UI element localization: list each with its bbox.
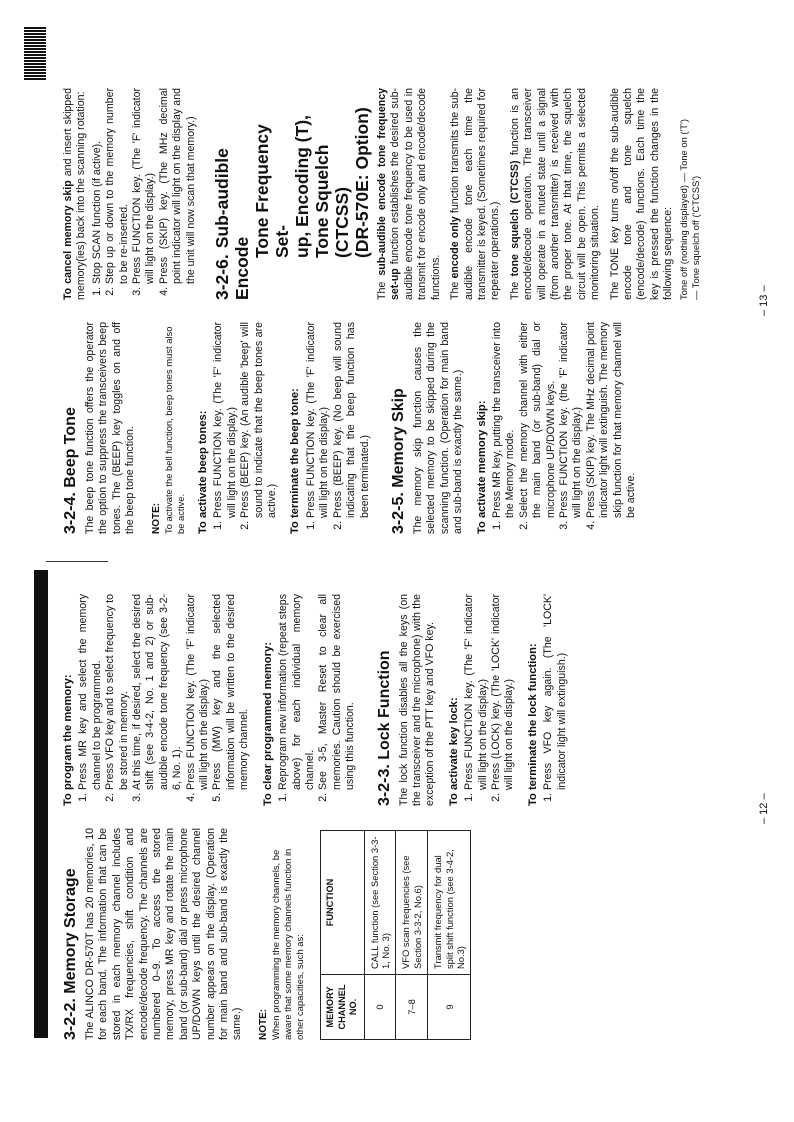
list-item: 2. Press VFO key and to select frequency to be stored in memory. <box>104 594 131 790</box>
table-cell-function: CALL function (see Section 3-3-1, No. 3) <box>364 831 396 975</box>
terminate-lock-title: To terminate the lock function: <box>526 643 539 806</box>
sub-audible-heading-line: Tone Squelch <box>312 144 333 258</box>
list-item: 1. Stop SCAN function (if active). <box>91 88 104 284</box>
list-item: 4. Press (SKIP) key. The MHz decimal point indicator light will extinguish. The memory skip function for that memory channel will be active. <box>585 322 639 518</box>
activate-lock-title: To activate key lock: <box>447 697 460 806</box>
table-cell-channel: 7–8 <box>396 975 428 1040</box>
para-text: The <box>508 281 521 300</box>
list-item: 2. Press (BEEP) key. (No beep will sound indicating that the beep function has been terminated.) <box>332 322 372 518</box>
activate-skip-steps <box>491 322 638 534</box>
clear-memory-steps <box>277 594 357 806</box>
para-bold: tone squelch (CTCSS) <box>508 160 521 277</box>
list-item: 2. See 3-5, Master Reset to clear all memories. Caution should be exercised using this function. <box>317 594 357 790</box>
lock-function-heading: 3-2-3. Lock Function <box>375 650 393 806</box>
tone-sequence-2: — Tone squelch off ('CTCSS') <box>689 175 701 300</box>
table-header-channel: MEMORY CHANNEL NO. <box>321 975 364 1040</box>
memory-skip-intro: The memory skip function causes the selected memory to be skipped during the scanning function. (Operation for main band and sub-band is exactly the same.) <box>411 322 465 534</box>
para-text: The <box>449 281 462 300</box>
lock-function-intro: The lock function disables all the keys (on the transceiver and the microphone) with the exception of the PTT key and VFO key. <box>397 594 437 806</box>
note-text: When programming the memory channels, be aware that some memory channels function in other capacities, such as: <box>270 848 306 1040</box>
sub-audible-heading-line: Tone Frequency Set- <box>252 124 293 258</box>
para-text: function transmits the sub-audible encode tone each time the transmitter is keyed. (Sometimes required for repeater operations.) <box>449 88 502 300</box>
sub-audible-heading <box>212 88 372 300</box>
para-bold: sub-audible encode tone frequency set-up <box>376 87 402 300</box>
para-text: The <box>376 281 389 300</box>
cancel-skip-title-rest: and insert skipped memory(ies) back into the scanning rotation: <box>62 88 88 300</box>
note-title: NOTE: <box>257 1008 269 1040</box>
list-item: 3. Press FUNCTION key. (the 'F' indicator will light on the display.) <box>558 322 585 518</box>
tone-sequence-1: Tone off (nothing displayed) — Tone on ('T') <box>677 119 689 300</box>
beep-tone-intro: The beep tone function offers the operator the option to suppress the transceivers beep tones. The (BEEP) key toggles on and off the beep tone function. <box>84 322 137 534</box>
sub-audible-heading-line: Sub-audible Encode <box>212 148 253 300</box>
program-memory-title: To program the memory: <box>62 674 74 806</box>
sub-audible-heading-line: up, Encoding (T), <box>292 115 313 258</box>
list-item: 1. Press MR key, putting the transceiver into the Memory mode. <box>491 322 518 518</box>
list-item: 5. Press (MW) key and the selected information will be written to the desired memory channel. <box>211 594 251 790</box>
list-item: 3. At this time, if desired, select the desired shift (see 3-4-2, No. 1 and 2) or sub-audible encode tone frequency (see 3-2-6, No. 1). <box>131 594 185 790</box>
list-item: 2. Step up or down to the memory number to be re-inserted. <box>104 88 131 284</box>
activate-skip-title: To activate memory skip: <box>475 400 488 534</box>
table-row <box>396 831 428 1040</box>
list-item: 4. Press FUNCTION key. (The 'F' indicator will light on the display.) <box>185 594 212 790</box>
terminate-beep-title: To terminate the beep tone: <box>289 388 302 534</box>
para-bold: encode only <box>449 216 462 279</box>
table-cell-channel: 0 <box>364 975 396 1040</box>
table-row <box>428 831 471 1040</box>
list-item: 2. Press (LOCK) key. (The 'LOCK' indicator will light on the display.) <box>490 594 517 790</box>
sub-audible-para-2 <box>449 88 503 300</box>
list-item: 2. Select the memory channel with either the main band (or sub-band) dial or microphone UP/DOWN keys. <box>518 322 558 518</box>
sub-audible-para-4: The TONE key turns on/off the sub-audible encode tone and tone squelch (encode/decode) functions. Each time the key is pressed the function changes in the following sequence: <box>608 88 675 300</box>
list-item: 1. Press FUNCTION key. (The 'F' indicator will light on the display.) <box>305 322 332 518</box>
terminate-lock-steps <box>542 594 569 806</box>
table-cell-function: Transmit frequency for dual split shift function (see 3-4-2, No.3) <box>428 831 471 975</box>
table-cell-function: VFO scan frequencies (see Section 3-3-2, No.6) <box>396 831 428 975</box>
beep-note-title: NOTE: <box>150 502 162 534</box>
activate-lock-steps <box>463 594 517 806</box>
cancel-skip-title: To cancel memory skip <box>62 180 74 300</box>
list-item: 4. Press (SKIP) key. (The MHz decimal point indicator will light on the display and the unit will now scan that memory.) <box>158 88 198 284</box>
list-item: 1. Press FUNCTION key. (The 'F' indicator will light on the display.) <box>463 594 490 790</box>
list-item: 3. Press FUNCTION key. (The 'F' indicator will light on the display.) <box>131 88 158 284</box>
table-cell-channel: 9 <box>428 975 471 1040</box>
beep-note-text: To activate the bell function, beep tones must also be active. <box>163 326 187 534</box>
sub-audible-para-1 <box>376 88 443 300</box>
activate-beep-steps <box>212 322 279 534</box>
list-item: 2. Press (BEEP) key. (An audible 'beep' will sound to indicate that the beep tones are active.) <box>239 322 279 518</box>
list-item: 1. Reprogram new information (repeat steps above) for each individual memory channel. <box>277 594 317 790</box>
column-program-lock <box>62 594 573 806</box>
header-bar-left <box>34 570 48 1038</box>
column-cancel-subaudible <box>62 88 702 300</box>
terminate-beep-steps <box>305 322 372 534</box>
beep-tone-heading: 3-2-4. Beep Tone <box>62 407 79 534</box>
list-item: 1. Press VFO key again. (The 'LOCK' indicator light will extinguish.) <box>542 594 569 790</box>
cancel-skip-steps <box>91 88 198 300</box>
page-number-left: – 12 – <box>758 793 770 824</box>
list-item: 1. Press FUNCTION key. (The 'F' indicator will light on the display.) <box>212 322 239 518</box>
memory-channel-table <box>320 830 471 1040</box>
list-item: 1. Press MR key and select the memory channel to be programmed. <box>77 594 104 790</box>
table-header-function: FUNCTION <box>321 831 364 975</box>
memory-storage-intro: The ALINCO DR-570T has 20 memories, 10 for each band. The information that can be stored in each memory channel includes TX/RX frequencies, shift condition and encode/decode frequency. The channels are numbered 0–9. To access the stored memory, press MR key and rotate the main band (or sub-band) dial or press microphone UP/DOWN keys until the desired channel number appears on the display. (Operation for main band and sub-band is exactly the same.) <box>84 828 244 1040</box>
activate-beep-title: To activate beep tones: <box>197 410 210 534</box>
memory-storage-heading: 3-2-2. Memory Storage <box>62 868 79 1040</box>
column-beep-skip <box>62 322 642 534</box>
program-memory-steps <box>77 594 251 806</box>
sub-audible-heading-line: (DR-570E: Option) <box>352 107 373 258</box>
center-rule <box>46 561 108 562</box>
column-memory-storage <box>62 828 471 1040</box>
clear-memory-title: To clear programmed memory: <box>261 642 274 806</box>
memory-skip-heading: 3-2-5. Memory Skip <box>389 388 407 534</box>
sub-audible-heading-line: (CTCSS) <box>332 187 353 258</box>
barcode-mark <box>24 24 46 80</box>
para-text: function establishes the desired sub-audible encode tone frequency to be used in transmit for encode only and encode/decode functions. <box>389 88 442 300</box>
sub-audible-heading-num: 3-2-6. <box>212 254 233 300</box>
para-text: function is an encode/decode operation. The transceiver will operate in a muted state until a signal (from another transmitter) is received with the proper tone. At that time, the squelch circuit will be open. This permits a selected monitoring situation. <box>508 88 602 300</box>
table-header-row <box>321 831 364 1040</box>
table-row <box>364 831 396 1040</box>
page-number-right: – 13 – <box>758 285 770 316</box>
sub-audible-para-3 <box>509 88 603 300</box>
